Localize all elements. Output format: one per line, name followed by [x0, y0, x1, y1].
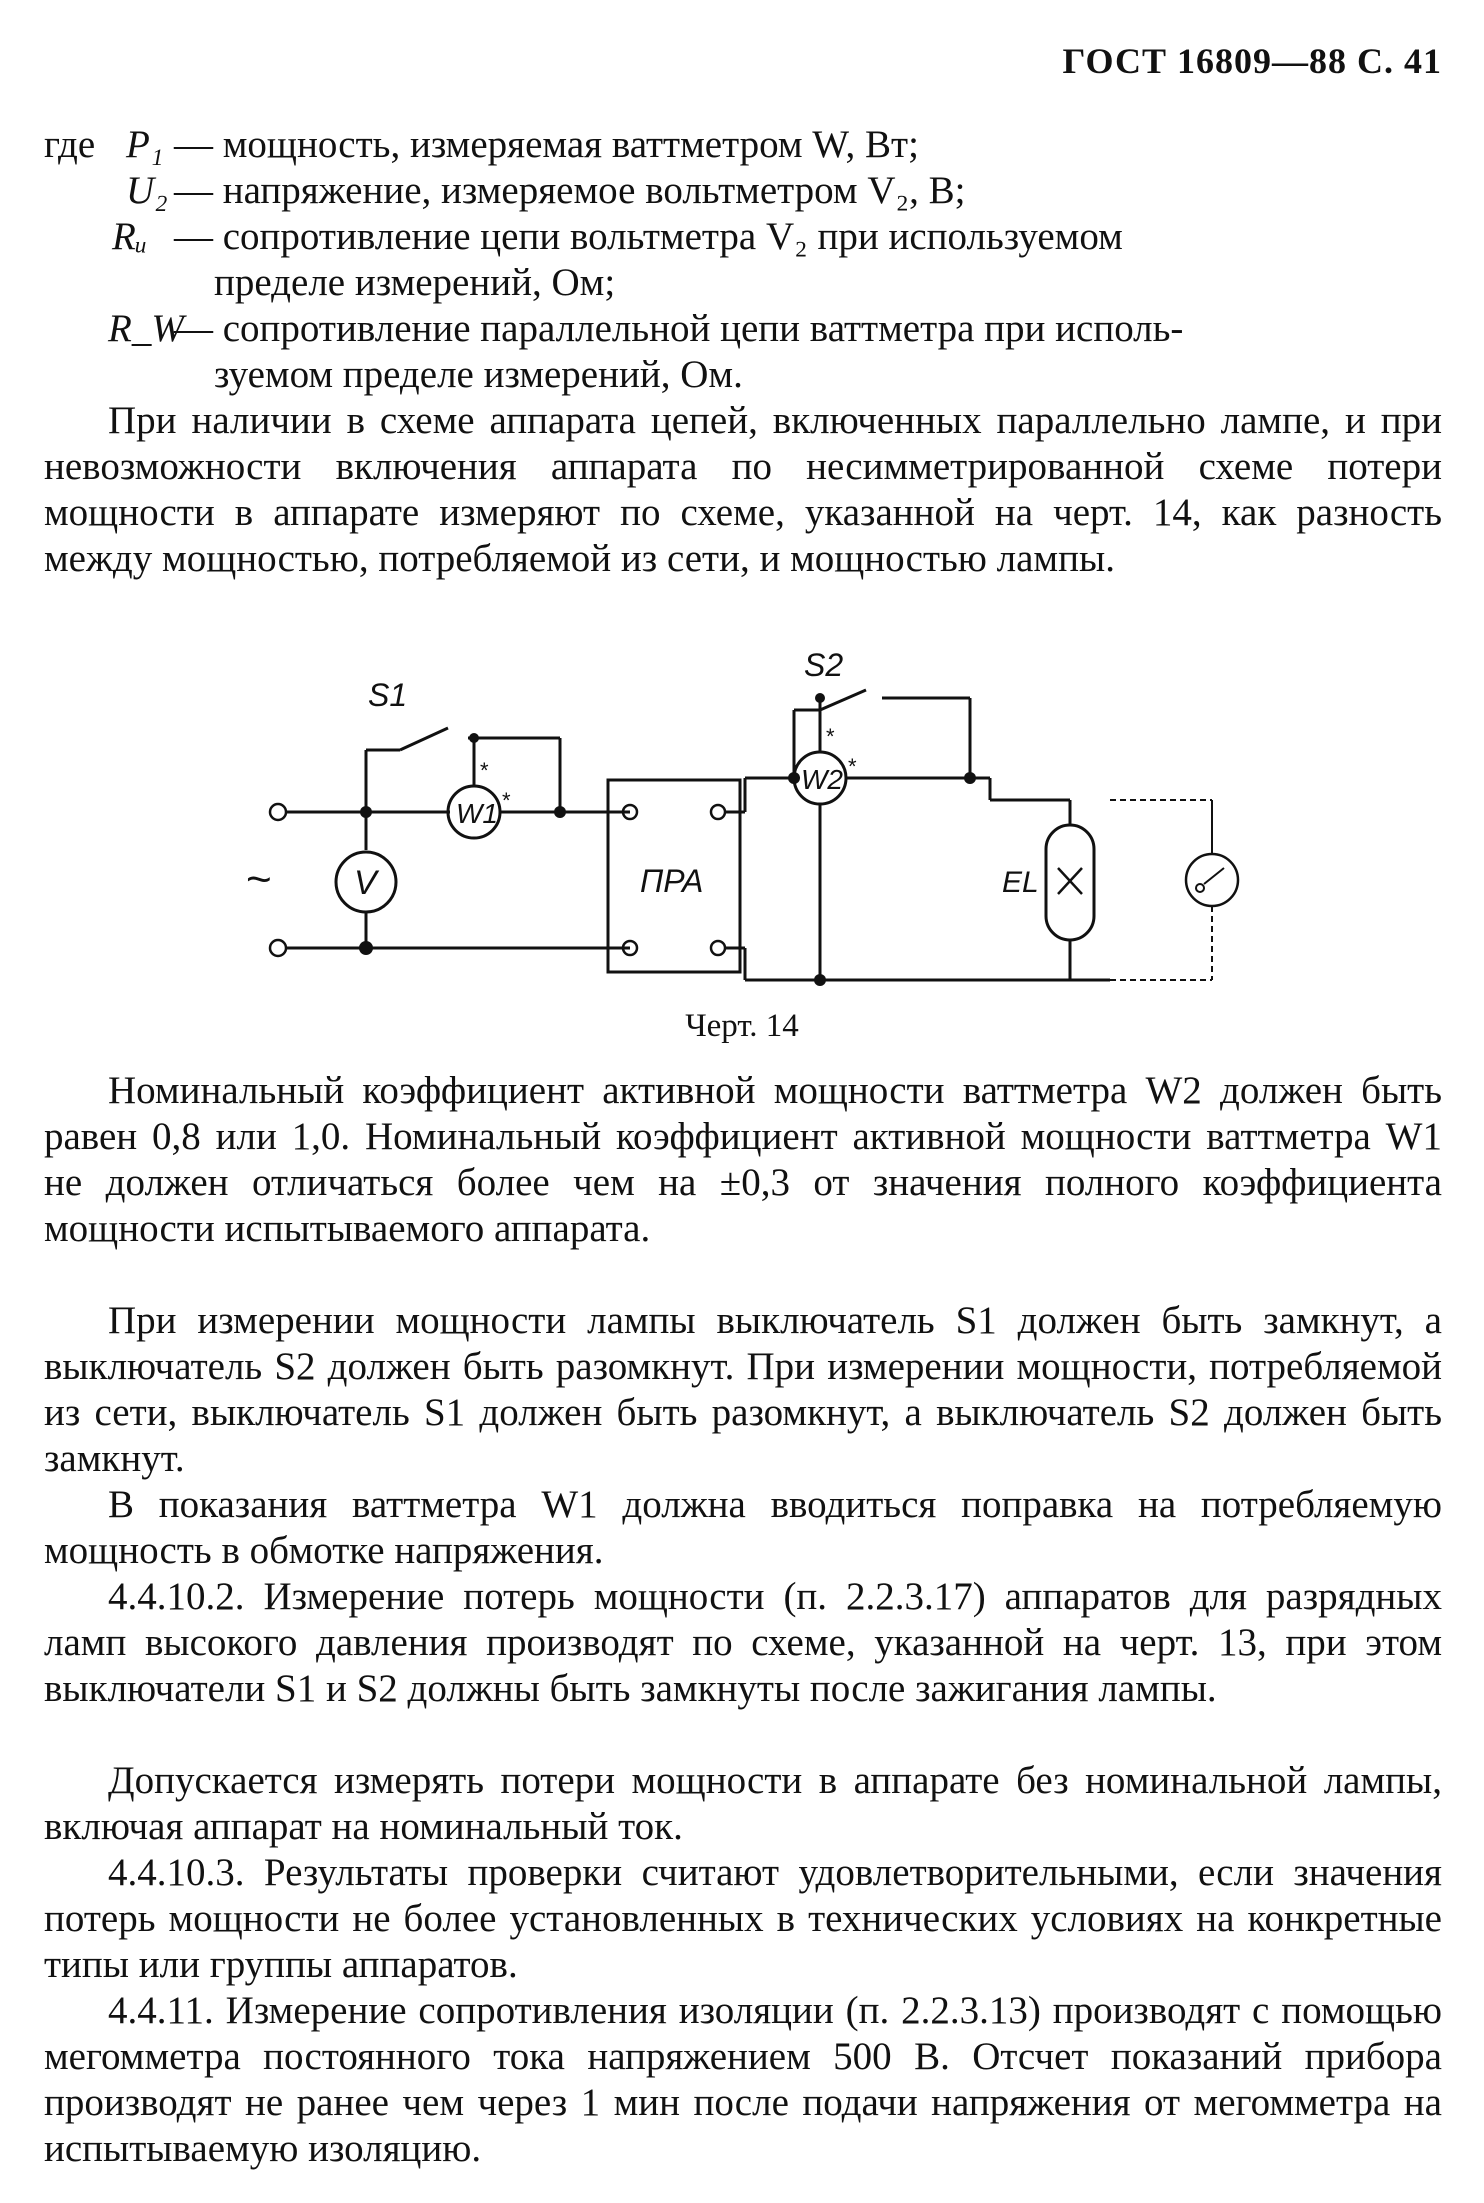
star-w2-right: *	[848, 754, 857, 779]
figure-caption: Черт. 14	[685, 1008, 799, 1044]
rw-symbol: R_W	[108, 307, 184, 350]
paragraph-6: Допускается измерять потери мощности в аппарате без номинальной лампы, включая аппарат на номинальный ток.	[44, 1759, 1442, 1848]
label-s2: S2	[804, 650, 844, 683]
u2-symbol: U₂	[126, 169, 168, 212]
terminal-top	[270, 804, 286, 820]
s2-switch-blade	[820, 690, 866, 710]
label-w2: W2	[801, 764, 843, 795]
paragraph-3: При измерении мощности лампы выключатель S1 должен быть замкнут, а выключатель S2 должен быть разомкнут. При измерении мощности, потребляемой из сети, выключатель S1 должен быть разомкнут, а выключатель S2 должен быть замкнут.	[44, 1299, 1442, 1480]
page-header: ГОСТ 16809—88 С. 41	[1062, 41, 1442, 81]
paragraph-7: 4.4.10.3. Результаты проверки считают удовлетворительными, если значения потерь мощности не более установленных в технических условиях на конкретные типы или группы аппаратов.	[44, 1851, 1442, 1986]
label-tilde: ~	[246, 855, 272, 904]
paragraph-5: 4.4.10.2. Измерение потерь мощности (п. 2.2.3.17) аппаратов для разрядных ламп высокого давления производят по схеме, указанной на черт. 13, при этом выключатели S1 и S2 должны быть замкнуты после зажигания лампы.	[44, 1575, 1442, 1710]
star-w1-right: *	[502, 788, 511, 813]
label-v: V	[354, 864, 377, 902]
paragraph-2: Номинальный коэффициент активной мощности ваттметра W2 должен быть равен 0,8 или 1,0. Номинальный коэффициент активной мощности ваттметра W1 не должен отличаться более чем на ±0,3 от значения полного коэффициента мощности испытываемого аппарата.	[44, 1069, 1442, 1250]
ru-definition-line2: пределе измерений, Ом;	[214, 261, 616, 304]
label-w1: W1	[456, 798, 498, 829]
circuit-diagram	[230, 650, 1250, 990]
s1-switch-blade	[400, 728, 448, 750]
label-pra: ПРА	[640, 863, 704, 899]
label-s1: S1	[368, 677, 408, 713]
star-w2-top: *	[826, 724, 835, 749]
terminal-bottom	[270, 940, 286, 956]
paragraph-4: В показания ваттметра W1 должна вводиться поправка на потребляемую мощность в обмотке напряжения.	[44, 1483, 1442, 1572]
p1-symbol: P₁	[126, 123, 164, 166]
ru-symbol: Rᵤ	[112, 215, 148, 258]
paragraph-1: При наличии в схеме аппарата цепей, включенных параллельно лампе, и при невозможности включения аппарата по несимметрированной схеме потери мощности в аппарате измеряют по схеме, указанной на черт. 14, как разность между мощностью, потребляемой из сети, и мощностью лампы.	[44, 399, 1442, 580]
rw-definition-line1: — сопротивление параллельной цепи ваттметра при исполь-	[174, 307, 1184, 350]
where-word: где	[44, 123, 96, 166]
rw-definition-line2: зуемом пределе измерений, Ом.	[214, 353, 743, 396]
label-el: EL	[1002, 866, 1039, 899]
ru-definition-line1: — сопротивление цепи вольтметра V₂ при используемом	[174, 215, 1123, 258]
starter	[1186, 854, 1238, 906]
u2-definition: — напряжение, измеряемое вольтметром V₂, В;	[174, 169, 966, 212]
p1-definition: — мощность, измеряемая ваттметром W, Вт;	[174, 123, 919, 166]
paragraph-8: 4.4.11. Измерение сопротивления изоляции (п. 2.2.3.13) производят с помощью мегомметра постоянного тока напряжением 500 В. Отсчет показаний прибора производят не ранее чем через 1 мин после подачи напряжения от мегомметра на испытываемую изоляцию.	[44, 1989, 1442, 2170]
star-w1-top: *	[480, 758, 489, 783]
